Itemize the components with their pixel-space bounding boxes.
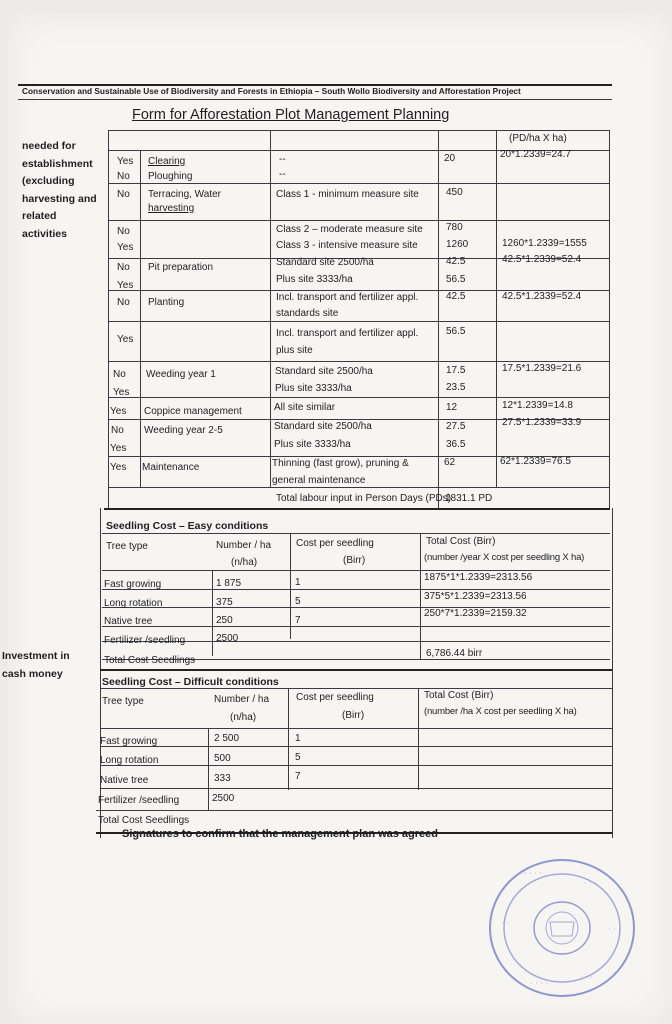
easy-fertilizer-label: Fertilizer /seedling [104,635,186,646]
difficult-col-total: Total Cost (Birr) [424,690,494,701]
svg-text:· · · ·: · · · · [530,979,548,988]
easy-col-tree: Tree type [106,541,148,552]
labour-total-value: 1831.1 PD [445,493,493,504]
labour-grid-line [108,130,610,131]
svg-text:· · ·: · · · [580,973,593,982]
difficult-fertilizer-value: 2500 [212,793,235,804]
svg-text:· · ·: · · · [584,879,597,888]
difficult-col-number: Number / ha [214,694,270,705]
project-title: Conservation and Sustainable Use of Biodiversity and Forests in Ethiopia – South Wollo Biodiversity and Afforestation Project [22,86,521,96]
easy-col-cost: Cost per seedling [296,538,374,549]
easy-heading: Seedling Cost – Easy conditions [106,520,269,532]
difficult-fertilizer-label: Fertilizer /seedling [98,795,180,806]
header-divider [18,99,612,100]
easy-total-value: 6,786.44 birr [426,648,483,659]
easy-total-label: Total Cost Seedlings [104,655,196,666]
top-border [18,84,612,86]
unit-header-example: 20*1.2339=24.7 [500,149,571,160]
labour-total-label: Total labour input in Person Days (PDs) [276,493,452,504]
difficult-total-label: Total Cost Seedlings [98,815,190,826]
difficult-col-tree: Tree type [102,696,144,707]
unit-header: (PD/ha X ha) [509,133,567,144]
signatures-label: Signatures to confirm that the management plan was agreed [122,828,439,840]
svg-text:· · ·: · · · [608,925,621,934]
form-title: Form for Afforestation Plot Management Planning [132,107,450,123]
svg-text:· ·: · · [502,919,510,928]
investment-side-label: Investment in cash money [2,650,70,680]
easy-fertilizer-value: 2500 [216,633,239,644]
difficult-col-cost: Cost per seedling [296,692,374,703]
labour-side-label: needed for establishment (excluding harvesting and related activities [22,140,97,240]
official-stamp [484,852,642,1002]
easy-col-total: Total Cost (Birr) [426,536,496,547]
svg-text:· · · ·: · · · · [524,869,542,878]
difficult-heading: Seedling Cost – Difficult conditions [102,676,279,688]
easy-col-number: Number / ha [216,540,272,551]
